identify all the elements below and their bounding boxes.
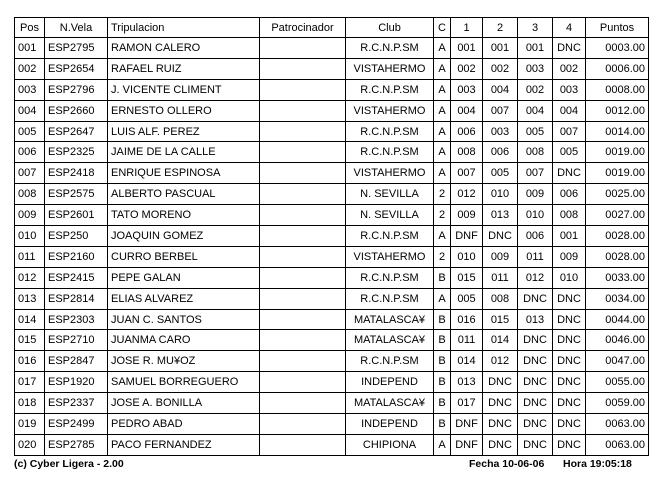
cell-club: R.C.N.P.SM	[346, 288, 434, 309]
cell-sail-number: ESP2660	[45, 100, 108, 121]
cell-race-4: 007	[553, 121, 586, 142]
cell-race-4: DNC	[553, 372, 586, 393]
cell-race-2: 007	[483, 100, 518, 121]
table-row	[15, 79, 649, 100]
table-row	[15, 351, 649, 372]
cell-crew: PEDRO ABAD	[108, 414, 260, 435]
cell-race-3: DNC	[518, 351, 553, 372]
cell-sail-number: ESP2337	[45, 393, 108, 414]
table-row	[15, 434, 649, 455]
cell-points: 0027.00	[586, 205, 649, 226]
column-header-sponsor: Patrocinador	[260, 18, 346, 38]
cell-sponsor	[260, 309, 346, 330]
cell-race-4: DNC	[553, 414, 586, 435]
cell-race-2: 014	[483, 330, 518, 351]
cell-race-3: 011	[518, 246, 553, 267]
cell-race-3: 006	[518, 226, 553, 247]
cell-class: A	[434, 434, 451, 455]
cell-race-4: DNC	[553, 309, 586, 330]
cell-race-1: 012	[451, 184, 483, 205]
cell-race-4: 010	[553, 267, 586, 288]
cell-sail-number: ESP2647	[45, 121, 108, 142]
cell-pos: 020	[15, 434, 45, 455]
cell-sponsor	[260, 372, 346, 393]
cell-sail-number: ESP2710	[45, 330, 108, 351]
table-row	[15, 246, 649, 267]
cell-class: B	[434, 414, 451, 435]
cell-club: R.C.N.P.SM	[346, 142, 434, 163]
cell-crew: ALBERTO PASCUAL	[108, 184, 260, 205]
cell-race-3: 001	[518, 38, 553, 59]
cell-sponsor	[260, 267, 346, 288]
cell-race-2: DNC	[483, 393, 518, 414]
cell-sail-number: ESP2575	[45, 184, 108, 205]
cell-class: B	[434, 372, 451, 393]
cell-race-3: 008	[518, 142, 553, 163]
cell-sponsor	[260, 100, 346, 121]
cell-class: A	[434, 226, 451, 247]
cell-points: 0019.00	[586, 142, 649, 163]
cell-crew: LUIS ALF. PEREZ	[108, 121, 260, 142]
table-row	[15, 121, 649, 142]
cell-club: INDEPEND	[346, 414, 434, 435]
cell-race-4: DNC	[553, 288, 586, 309]
cell-class: B	[434, 309, 451, 330]
table-row	[15, 163, 649, 184]
cell-race-3: 007	[518, 163, 553, 184]
cell-race-2: 005	[483, 163, 518, 184]
cell-crew: JOSE A. BONILLA	[108, 393, 260, 414]
cell-race-3: 012	[518, 267, 553, 288]
cell-sponsor	[260, 393, 346, 414]
cell-race-4: DNC	[553, 434, 586, 455]
cell-race-1: 008	[451, 142, 483, 163]
cell-crew: PACO FERNANDEZ	[108, 434, 260, 455]
cell-pos: 006	[15, 142, 45, 163]
cell-pos: 013	[15, 288, 45, 309]
cell-race-3: DNC	[518, 393, 553, 414]
cell-race-2: 004	[483, 79, 518, 100]
cell-points: 0014.00	[586, 121, 649, 142]
column-header-class: C	[434, 18, 451, 38]
cell-race-2: 015	[483, 309, 518, 330]
table-row	[15, 372, 649, 393]
cell-class: A	[434, 121, 451, 142]
cell-sponsor	[260, 38, 346, 59]
column-header-club: Club	[346, 18, 434, 38]
cell-race-3: 005	[518, 121, 553, 142]
cell-class: B	[434, 351, 451, 372]
cell-class: A	[434, 163, 451, 184]
cell-race-4: DNC	[553, 38, 586, 59]
cell-club: N. SEVILLA	[346, 205, 434, 226]
cell-race-1: 004	[451, 100, 483, 121]
footer-date: Fecha 10-06-06	[469, 458, 545, 470]
cell-pos: 017	[15, 372, 45, 393]
cell-crew: CURRO BERBEL	[108, 246, 260, 267]
cell-race-4: DNC	[553, 330, 586, 351]
cell-points: 0033.00	[586, 267, 649, 288]
table-row	[15, 38, 649, 59]
cell-pos: 019	[15, 414, 45, 435]
cell-race-4: 002	[553, 58, 586, 79]
cell-race-3: 004	[518, 100, 553, 121]
column-header-points: Puntos	[586, 18, 649, 38]
cell-club: MATALASCA¥	[346, 330, 434, 351]
footer-time: Hora 19:05:18	[563, 458, 632, 470]
cell-race-1: 001	[451, 38, 483, 59]
footer-credit: (c) Cyber Ligera - 2.00	[14, 458, 124, 470]
cell-pos: 012	[15, 267, 45, 288]
cell-points: 0063.00	[586, 434, 649, 455]
cell-club: N. SEVILLA	[346, 184, 434, 205]
cell-class: A	[434, 142, 451, 163]
cell-points: 0025.00	[586, 184, 649, 205]
cell-race-3: DNC	[518, 330, 553, 351]
cell-points: 0003.00	[586, 38, 649, 59]
column-header-pos: Pos	[15, 18, 45, 38]
cell-pos: 016	[15, 351, 45, 372]
cell-race-3: 002	[518, 79, 553, 100]
cell-sail-number: ESP2654	[45, 58, 108, 79]
table-body	[15, 38, 649, 456]
cell-race-4: 008	[553, 205, 586, 226]
cell-race-1: DNF	[451, 226, 483, 247]
cell-race-4: DNC	[553, 393, 586, 414]
cell-points: 0059.00	[586, 393, 649, 414]
cell-points: 0046.00	[586, 330, 649, 351]
cell-race-3: 010	[518, 205, 553, 226]
header-row	[15, 18, 649, 38]
cell-crew: JAIME DE LA CALLE	[108, 142, 260, 163]
cell-class: A	[434, 58, 451, 79]
cell-sail-number: ESP1920	[45, 372, 108, 393]
cell-points: 0028.00	[586, 226, 649, 247]
cell-class: A	[434, 79, 451, 100]
cell-sail-number: ESP2847	[45, 351, 108, 372]
cell-sail-number: ESP2160	[45, 246, 108, 267]
cell-class: A	[434, 100, 451, 121]
table-row	[15, 330, 649, 351]
cell-points: 0055.00	[586, 372, 649, 393]
cell-club: MATALASCA¥	[346, 309, 434, 330]
cell-race-1: 011	[451, 330, 483, 351]
cell-race-3: DNC	[518, 288, 553, 309]
cell-crew: JUAN C. SANTOS	[108, 309, 260, 330]
cell-race-1: 002	[451, 58, 483, 79]
table-row	[15, 100, 649, 121]
cell-pos: 004	[15, 100, 45, 121]
cell-race-2: 009	[483, 246, 518, 267]
cell-race-1: 010	[451, 246, 483, 267]
cell-club: R.C.N.P.SM	[346, 38, 434, 59]
cell-class: A	[434, 38, 451, 59]
column-header-crew: Tripulacion	[108, 18, 260, 38]
cell-sail-number: ESP2785	[45, 434, 108, 455]
cell-race-2: 003	[483, 121, 518, 142]
cell-crew: PEPE GALAN	[108, 267, 260, 288]
cell-crew: RAMON CALERO	[108, 38, 260, 59]
cell-class: B	[434, 267, 451, 288]
column-header-race-3: 3	[518, 18, 553, 38]
cell-class: A	[434, 288, 451, 309]
cell-race-2: DNC	[483, 372, 518, 393]
cell-sponsor	[260, 330, 346, 351]
table-row	[15, 142, 649, 163]
cell-race-4: DNC	[553, 351, 586, 372]
cell-class: 2	[434, 205, 451, 226]
column-header-race-1: 1	[451, 18, 483, 38]
cell-race-2: DNC	[483, 434, 518, 455]
results-table	[14, 17, 649, 456]
cell-sponsor	[260, 246, 346, 267]
cell-race-3: 013	[518, 309, 553, 330]
cell-race-3: 009	[518, 184, 553, 205]
cell-club: CHIPIONA	[346, 434, 434, 455]
cell-sail-number: ESP2601	[45, 205, 108, 226]
cell-club: VISTAHERMO	[346, 100, 434, 121]
cell-club: R.C.N.P.SM	[346, 226, 434, 247]
cell-crew: JOAQUIN GOMEZ	[108, 226, 260, 247]
cell-race-2: 001	[483, 38, 518, 59]
cell-pos: 008	[15, 184, 45, 205]
table-row	[15, 267, 649, 288]
cell-sail-number: ESP2418	[45, 163, 108, 184]
cell-club: VISTAHERMO	[346, 163, 434, 184]
column-header-race-2: 2	[483, 18, 518, 38]
cell-points: 0063.00	[586, 414, 649, 435]
cell-sponsor	[260, 142, 346, 163]
cell-race-1: DNF	[451, 434, 483, 455]
cell-race-3: 003	[518, 58, 553, 79]
cell-race-3: DNC	[518, 372, 553, 393]
cell-race-2: 013	[483, 205, 518, 226]
cell-points: 0047.00	[586, 351, 649, 372]
cell-race-4: 005	[553, 142, 586, 163]
cell-crew: RAFAEL RUIZ	[108, 58, 260, 79]
cell-points: 0019.00	[586, 163, 649, 184]
cell-club: VISTAHERMO	[346, 58, 434, 79]
cell-club: INDEPEND	[346, 372, 434, 393]
cell-race-4: 003	[553, 79, 586, 100]
cell-sail-number: ESP2499	[45, 414, 108, 435]
cell-pos: 015	[15, 330, 45, 351]
cell-race-3: DNC	[518, 414, 553, 435]
cell-pos: 007	[15, 163, 45, 184]
cell-sponsor	[260, 121, 346, 142]
cell-club: R.C.N.P.SM	[346, 121, 434, 142]
cell-race-3: DNC	[518, 434, 553, 455]
cell-crew: ENRIQUE ESPINOSA	[108, 163, 260, 184]
table-row	[15, 226, 649, 247]
cell-race-1: 005	[451, 288, 483, 309]
cell-race-1: 015	[451, 267, 483, 288]
table-row	[15, 58, 649, 79]
table-row	[15, 288, 649, 309]
cell-sail-number: ESP2415	[45, 267, 108, 288]
column-header-sail-number: N.Vela	[45, 18, 108, 38]
cell-pos: 010	[15, 226, 45, 247]
cell-points: 0012.00	[586, 100, 649, 121]
cell-pos: 018	[15, 393, 45, 414]
cell-race-4: 009	[553, 246, 586, 267]
cell-race-4: 001	[553, 226, 586, 247]
cell-race-1: 006	[451, 121, 483, 142]
cell-race-2: 002	[483, 58, 518, 79]
cell-race-2: 011	[483, 267, 518, 288]
cell-club: VISTAHERMO	[346, 246, 434, 267]
cell-sponsor	[260, 163, 346, 184]
cell-sponsor	[260, 434, 346, 455]
cell-pos: 001	[15, 38, 45, 59]
cell-sail-number: ESP250	[45, 226, 108, 247]
cell-club: R.C.N.P.SM	[346, 267, 434, 288]
cell-race-1: 017	[451, 393, 483, 414]
cell-points: 0006.00	[586, 58, 649, 79]
cell-pos: 014	[15, 309, 45, 330]
cell-sponsor	[260, 205, 346, 226]
cell-sail-number: ESP2814	[45, 288, 108, 309]
cell-race-1: DNF	[451, 414, 483, 435]
cell-pos: 005	[15, 121, 45, 142]
cell-sail-number: ESP2796	[45, 79, 108, 100]
cell-club: MATALASCA¥	[346, 393, 434, 414]
cell-class: 2	[434, 184, 451, 205]
cell-sponsor	[260, 226, 346, 247]
column-header-race-4: 4	[553, 18, 586, 38]
cell-club: R.C.N.P.SM	[346, 79, 434, 100]
cell-race-1: 016	[451, 309, 483, 330]
cell-sponsor	[260, 184, 346, 205]
cell-race-1: 013	[451, 372, 483, 393]
cell-sail-number: ESP2325	[45, 142, 108, 163]
cell-sponsor	[260, 351, 346, 372]
table-row	[15, 393, 649, 414]
cell-crew: JOSE R. MU¥OZ	[108, 351, 260, 372]
cell-crew: SAMUEL BORREGUERO	[108, 372, 260, 393]
cell-sail-number: ESP2303	[45, 309, 108, 330]
cell-sponsor	[260, 58, 346, 79]
cell-club: R.C.N.P.SM	[346, 351, 434, 372]
table-row	[15, 205, 649, 226]
cell-race-1: 014	[451, 351, 483, 372]
cell-pos: 011	[15, 246, 45, 267]
cell-points: 0034.00	[586, 288, 649, 309]
cell-points: 0028.00	[586, 246, 649, 267]
cell-crew: ELIAS ALVAREZ	[108, 288, 260, 309]
table-row	[15, 184, 649, 205]
cell-pos: 009	[15, 205, 45, 226]
cell-race-2: 008	[483, 288, 518, 309]
cell-sail-number: ESP2795	[45, 38, 108, 59]
cell-crew: ERNESTO OLLERO	[108, 100, 260, 121]
cell-points: 0044.00	[586, 309, 649, 330]
cell-race-2: 010	[483, 184, 518, 205]
cell-race-4: 004	[553, 100, 586, 121]
cell-sponsor	[260, 79, 346, 100]
cell-sponsor	[260, 288, 346, 309]
cell-crew: JUANMA CARO	[108, 330, 260, 351]
cell-class: 2	[434, 246, 451, 267]
table-row	[15, 414, 649, 435]
cell-points: 0008.00	[586, 79, 649, 100]
cell-race-2: DNC	[483, 226, 518, 247]
cell-crew: TATO MORENO	[108, 205, 260, 226]
cell-race-4: 006	[553, 184, 586, 205]
cell-sponsor	[260, 414, 346, 435]
cell-race-2: 006	[483, 142, 518, 163]
cell-race-2: 012	[483, 351, 518, 372]
cell-class: B	[434, 393, 451, 414]
cell-race-1: 003	[451, 79, 483, 100]
cell-pos: 002	[15, 58, 45, 79]
cell-race-1: 007	[451, 163, 483, 184]
table-row	[15, 309, 649, 330]
cell-pos: 003	[15, 79, 45, 100]
cell-crew: J. VICENTE CLIMENT	[108, 79, 260, 100]
cell-class: B	[434, 330, 451, 351]
cell-race-1: 009	[451, 205, 483, 226]
cell-race-4: DNC	[553, 163, 586, 184]
cell-race-2: DNC	[483, 414, 518, 435]
